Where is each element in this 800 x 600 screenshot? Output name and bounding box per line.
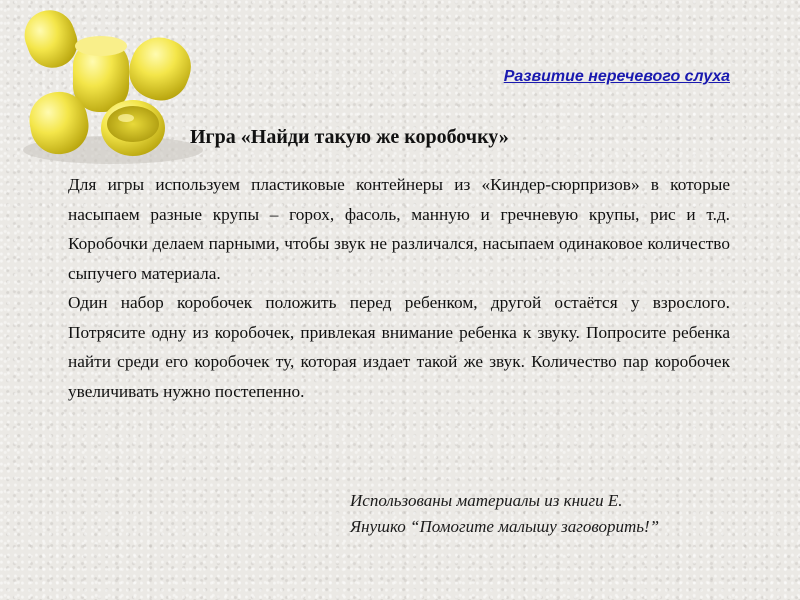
- page-title: Игра «Найди такую же коробочку»: [190, 126, 509, 148]
- kinder-capsules-image: [8, 0, 208, 172]
- paragraph-2: Один набор коробочек положить перед ребенком, другой остаётся у взрослого. Потрясите одну из коробочек, привлекая внимание ребенка к звуку. Попросите ребенка найти среди его коробочек ту, которая издает такой же звук. Количество пар коробочек увеличивать нужно постепенно.: [68, 293, 730, 401]
- body-text: [68, 170, 730, 406]
- citation-line-1: Использованы материалы из книги Е.: [350, 491, 623, 510]
- citation-line-2: Янушко “Помогите малышу заговорить!”: [350, 517, 660, 536]
- header-link[interactable]: Развитие неречевого слуха: [503, 68, 730, 85]
- citation: [350, 488, 770, 540]
- paragraph-1: Для игры используем пластиковые контейнеры из «Киндер-сюрпризов» в которые насыпаем разные крупы – горох, фасоль, манную и гречневую крупы, рис и т.д. Коробочки делаем парными, чтобы звук не различался, насыпаем одинаковое количество сыпучего материала.: [68, 175, 730, 283]
